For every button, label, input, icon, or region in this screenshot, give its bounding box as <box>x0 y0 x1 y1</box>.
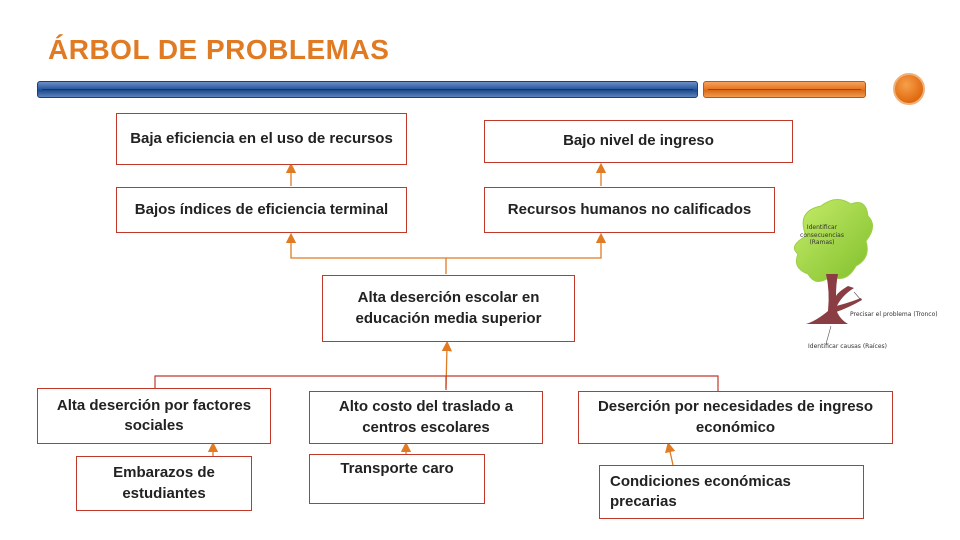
cause-label: Alta deserción por factores sociales <box>56 396 252 434</box>
tree-trunk-label: Precisar el problema (Tronco) <box>850 311 938 318</box>
effect-label: Recursos humanos no calificados <box>507 200 752 218</box>
core-problem-box <box>322 275 575 342</box>
root-cause-label: Embarazos de estudiantes <box>113 464 215 502</box>
tree-icon <box>786 196 940 356</box>
cause-box-social <box>37 388 271 444</box>
effect-label: Baja eficiencia en el uso de recursos <box>130 129 393 147</box>
cause-box-income-needs <box>578 391 893 444</box>
root-cause-box-pregnancy <box>76 456 252 511</box>
effect-box-unqualified-staff <box>484 187 775 233</box>
effect-label: Bajo nivel de ingreso <box>563 132 714 150</box>
page-title: ÁRBOL DE PROBLEMAS <box>48 34 390 65</box>
cause-label: Deserción por necesidades de ingreso económico <box>597 398 874 436</box>
effect-box-low-efficiency <box>116 113 407 165</box>
problem-tree-illustration <box>786 196 940 356</box>
root-cause-label: Transporte caro <box>340 460 454 477</box>
root-cause-box-expensive-transport <box>309 454 485 504</box>
effect-label: Bajos índices de eficiencia terminal <box>134 200 389 218</box>
tree-branches-label: Identificar consecuencias (Ramas) <box>800 224 844 246</box>
tree-roots-label: Identificar causas (Raíces) <box>808 343 888 350</box>
root-cause-label: Condiciones económicas precarias <box>610 472 791 510</box>
cause-box-transport-cost <box>309 391 543 444</box>
root-cause-box-precarious-economy <box>599 465 864 519</box>
effect-box-low-income <box>484 120 793 163</box>
core-problem-label: Alta deserción escolar en educación media superior <box>355 289 542 327</box>
effect-box-terminal-efficiency <box>116 187 407 233</box>
cause-label: Alto costo del traslado a centros escolares <box>338 398 514 436</box>
